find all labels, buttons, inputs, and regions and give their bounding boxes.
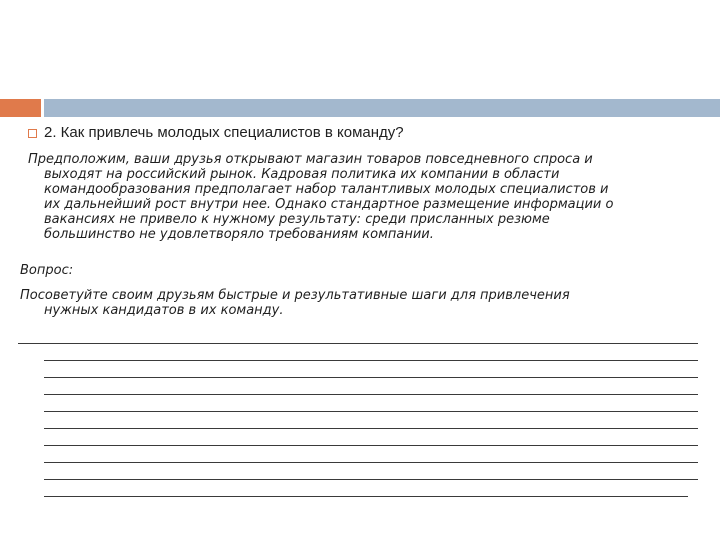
scenario-line: Предположим, ваши друзья открывают магазин товаров повседневного спроса и [28, 152, 593, 167]
answer-line [44, 462, 698, 463]
scenario-line: командообразования предполагает набор талантливых молодых специалистов и [44, 182, 609, 197]
answer-line [44, 428, 698, 429]
scenario-line: выходят на российский рынок. Кадровая политика их компании в области [44, 167, 560, 182]
answer-line [18, 343, 698, 344]
scenario-paragraph [20, 152, 690, 242]
task-paragraph [20, 288, 690, 318]
scenario-line: их дальнейший рост внутри нее. Однако стандартное размещение информации о [44, 197, 614, 212]
answer-line [44, 445, 698, 446]
answer-line [44, 360, 698, 361]
square-bullet-icon [28, 129, 37, 138]
question-heading: 2. Как привлечь молодых специалистов в команду? [44, 124, 404, 141]
answer-line [44, 479, 698, 480]
scenario-line: вакансиях не привело к нужному результату: среди присланных резюме [44, 212, 550, 227]
answer-line [44, 411, 698, 412]
scenario-line: большинство не удовлетворяло требованиям компании. [44, 227, 434, 242]
accent-bar-orange [0, 99, 41, 117]
answer-line [44, 377, 698, 378]
question-label-text: Вопрос: [20, 263, 74, 278]
question-label [20, 263, 690, 278]
answer-line [44, 394, 698, 395]
accent-bar-blue [44, 99, 720, 117]
answer-line [44, 496, 688, 497]
task-line: Посоветуйте своим друзьям быстрые и результативные шаги для привлечения [20, 288, 570, 303]
task-line: нужных кандидатов в их команду. [44, 303, 284, 318]
